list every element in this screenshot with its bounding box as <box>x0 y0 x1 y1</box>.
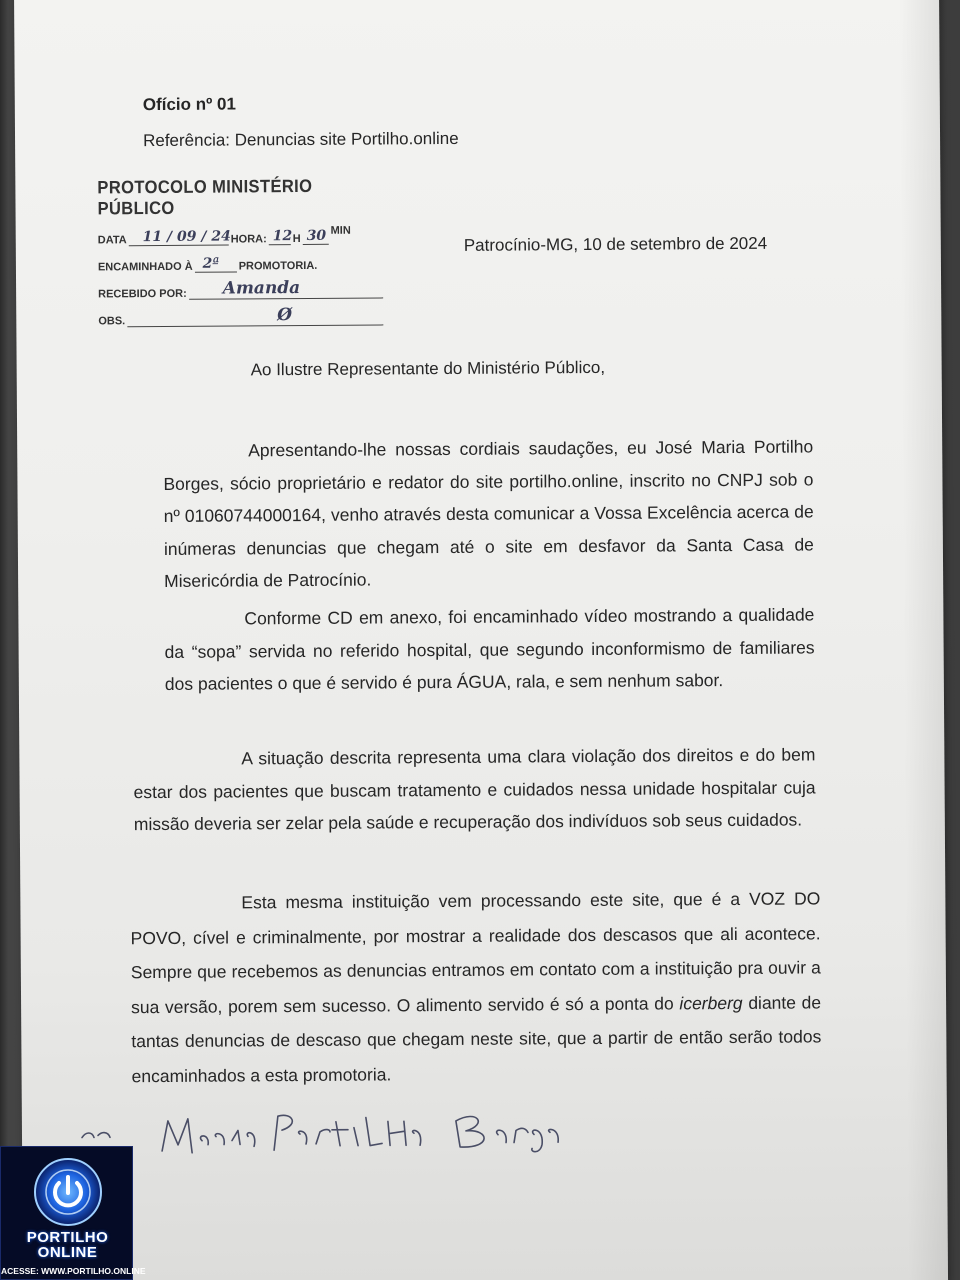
stamp-data-label: DATA <box>97 234 127 247</box>
stamp-encaminhado-value: 2ª <box>202 255 220 272</box>
stamp-date-value: 11 / 09 / 24 <box>142 228 231 246</box>
paragraph-2: Conforme CD em anexo, foi encaminhado vídeo mostrando a qualidade da “sopa” servida no referido hospital, que segundo inconformismo de familiares dos pacientes o que é servido é pura ÁGUA, rala, e sem nenhum sabor. <box>164 604 815 694</box>
handwritten-signature <box>78 1097 698 1171</box>
paragraph-4-part-a: Esta mesma instituição vem processando este site, que é a VOZ DO POVO, cível e criminalmente, por mostrar a realidade dos descasos que ali acontece. Sempre que recebemos as denuncias entramos em contato com a instituição pra ouvir a sua versão, porem sem sucesso. O alimento servido é só a ponta do <box>130 888 821 1017</box>
stamp-date-field <box>129 228 231 247</box>
stamp-hora-label: HORA: <box>230 233 267 246</box>
document-paper <box>14 0 948 1280</box>
logo-line-1: PORTILHO <box>26 1229 109 1246</box>
stamp-recebido-row <box>98 278 418 301</box>
paragraph-1: Apresentando-lhe nossas cordiais saudações, eu José Maria Portilho Borges, sócio proprietário e redator do site portilho.online, inscrito no CNPJ sob o nº 01060744000164, venho através desta comunicar a Vossa Excelência acerca de inúmeras denuncias que chegam até o site em desfavor da Santa Casa de Misericórdia de Patrocínio. <box>163 436 814 591</box>
stamp-obs-value: Ø <box>277 305 293 326</box>
place-date: Patrocínio-MG, 10 de setembro de 2024 <box>463 233 768 255</box>
stamp-encaminhado-field <box>195 257 237 272</box>
paragraph-4-part-b: diante de tantas denuncias de descaso que chegam neste site, que a partir de então serão todos encaminhados a esta promotoria. <box>131 991 822 1086</box>
stamp-min-value: 30 <box>306 227 327 244</box>
paragraph-4 <box>130 881 821 1093</box>
stamp-encaminhado-row <box>98 256 418 273</box>
salutation: Ao Ilustre Representante do Ministério Público, <box>250 357 606 380</box>
paragraph-4-emphasis: icerberg <box>679 992 743 1013</box>
stamp-h-label: H <box>292 233 301 246</box>
stamp-obs-label: OBS. <box>98 315 126 328</box>
stamp-recebido-value: Amanda <box>222 278 301 299</box>
stamp-obs-field <box>127 305 383 327</box>
stamp-title: PROTOCOLO MINISTÉRIO PÚBLICO <box>97 175 313 219</box>
stamp-recebido-field <box>189 278 383 299</box>
stamp-encaminhado-label: ENCAMINHADO À <box>97 260 193 274</box>
stamp-min-label: MIN <box>330 224 351 237</box>
stamp-promotoria-label: PROMOTORIA. <box>238 259 318 273</box>
stamp-hour-value: 12 <box>272 228 293 245</box>
logo-line-2: ONLINE <box>37 1244 98 1261</box>
stamp-recebido-label: RECEBIDO POR: <box>98 287 187 301</box>
logo-site-url: ACESSE: WWW.PORTILHO.ONLINE <box>1 1266 146 1276</box>
paragraph-3: A situação descrita representa uma clara violação dos direitos e do bem estar dos pacientes que buscam tratamento e cuidados nessa unidade hospitalar cuja missão deveria ser zelar pela saúde e recuperação dos indivíduos sob seus cuidados. <box>133 744 816 835</box>
power-icon <box>33 1157 103 1227</box>
stamp-date-row <box>97 224 418 247</box>
paper-shadow <box>899 0 948 1280</box>
reference-line: Referência: Denuncias site Portilho.online <box>142 128 459 151</box>
protocol-stamp <box>97 175 418 327</box>
stamp-min-field <box>303 227 329 245</box>
portilho-online-logo <box>0 1146 146 1280</box>
stamp-obs-row <box>98 305 418 328</box>
oficio-number: Ofício nº 01 <box>142 94 236 115</box>
stamp-hour-field <box>269 230 291 245</box>
